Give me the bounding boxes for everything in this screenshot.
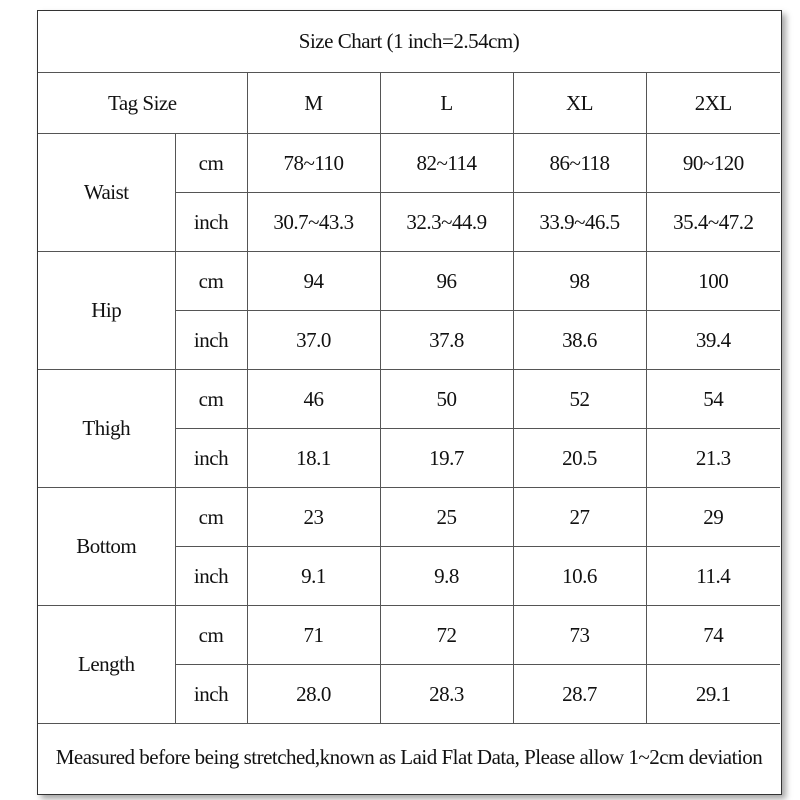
measurement-value: 27 — [513, 488, 646, 547]
measurement-row — [38, 134, 780, 193]
measurement-row — [38, 252, 780, 311]
measurement-name: Hip — [38, 252, 175, 370]
measurement-value: 100 — [646, 252, 780, 311]
tag-size-label: Tag Size — [38, 73, 247, 134]
measurement-value: 23 — [247, 488, 380, 547]
measurement-value: 38.6 — [513, 311, 646, 370]
measurement-value: 37.8 — [380, 311, 513, 370]
unit-label: inch — [175, 547, 247, 606]
measurement-value: 20.5 — [513, 429, 646, 488]
measurement-value: 10.6 — [513, 547, 646, 606]
measurement-value: 28.3 — [380, 665, 513, 724]
measurement-value: 72 — [380, 606, 513, 665]
measurement-name: Bottom — [38, 488, 175, 606]
measurement-value: 78~110 — [247, 134, 380, 193]
measurement-row — [38, 606, 780, 665]
measurement-row — [38, 488, 780, 547]
measurement-value: 11.4 — [646, 547, 780, 606]
measurement-value: 90~120 — [646, 134, 780, 193]
unit-label: inch — [175, 429, 247, 488]
unit-label: inch — [175, 665, 247, 724]
unit-label: cm — [175, 252, 247, 311]
measurement-value: 94 — [247, 252, 380, 311]
measurement-value: 19.7 — [380, 429, 513, 488]
measurement-value: 50 — [380, 370, 513, 429]
size-chart-frame — [37, 10, 782, 795]
header-row — [38, 73, 780, 134]
deviation-note: Measured before being stretched,known as Laid Flat Data, Please allow 1~2cm deviation — [38, 724, 780, 791]
measurement-value: 74 — [646, 606, 780, 665]
measurement-name: Length — [38, 606, 175, 724]
size-chart-table — [38, 11, 780, 790]
measurement-value: 29.1 — [646, 665, 780, 724]
unit-label: inch — [175, 311, 247, 370]
measurement-value: 28.0 — [247, 665, 380, 724]
measurement-value: 46 — [247, 370, 380, 429]
measurement-value: 32.3~44.9 — [380, 193, 513, 252]
measurement-value: 9.8 — [380, 547, 513, 606]
measurement-value: 86~118 — [513, 134, 646, 193]
measurement-value: 9.1 — [247, 547, 380, 606]
measurement-name: Thigh — [38, 370, 175, 488]
measurement-value: 82~114 — [380, 134, 513, 193]
unit-label: cm — [175, 488, 247, 547]
unit-label: cm — [175, 134, 247, 193]
measurement-value: 18.1 — [247, 429, 380, 488]
measurement-value: 52 — [513, 370, 646, 429]
size-header: M — [247, 73, 380, 134]
measurement-value: 71 — [247, 606, 380, 665]
size-header: XL — [513, 73, 646, 134]
size-chart-title: Size Chart (1 inch=2.54cm) — [38, 11, 780, 73]
unit-label: inch — [175, 193, 247, 252]
measurement-value: 21.3 — [646, 429, 780, 488]
measurement-value: 30.7~43.3 — [247, 193, 380, 252]
size-header: L — [380, 73, 513, 134]
measurement-value: 54 — [646, 370, 780, 429]
measurement-value: 33.9~46.5 — [513, 193, 646, 252]
unit-label: cm — [175, 606, 247, 665]
measurement-value: 98 — [513, 252, 646, 311]
measurement-value: 35.4~47.2 — [646, 193, 780, 252]
measurement-value: 39.4 — [646, 311, 780, 370]
size-header: 2XL — [646, 73, 780, 134]
measurement-value: 37.0 — [247, 311, 380, 370]
measurement-value: 28.7 — [513, 665, 646, 724]
measurement-value: 96 — [380, 252, 513, 311]
unit-label: cm — [175, 370, 247, 429]
measurement-value: 29 — [646, 488, 780, 547]
measurement-name: Waist — [38, 134, 175, 252]
measurement-value: 25 — [380, 488, 513, 547]
measurement-row — [38, 370, 780, 429]
measurement-value: 73 — [513, 606, 646, 665]
